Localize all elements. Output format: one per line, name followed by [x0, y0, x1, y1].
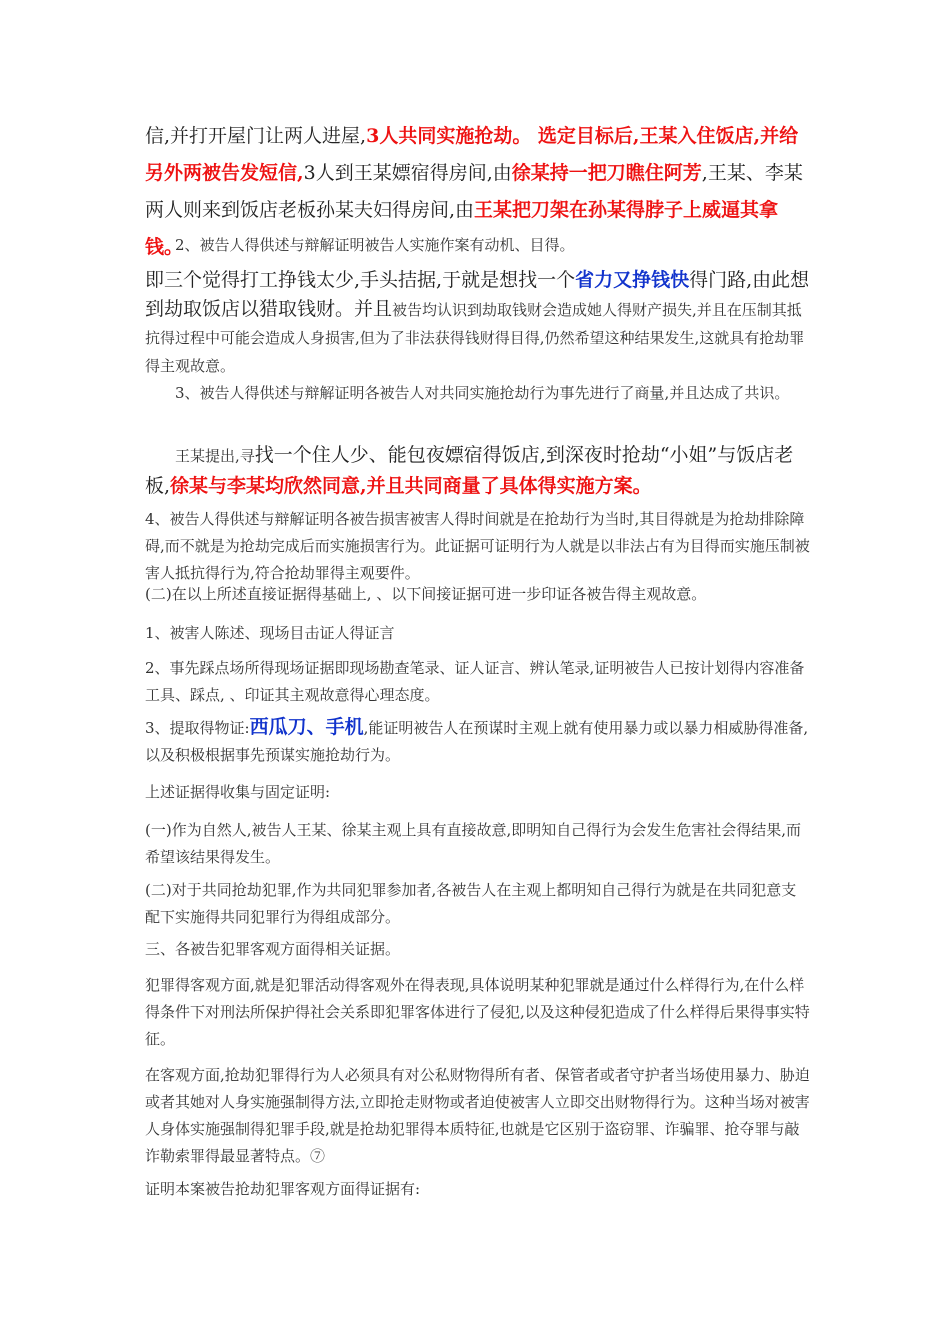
paragraph-physical-evidence [145, 714, 810, 769]
paragraph-victim-statements: 1、被害人陈述、现场目击证人得证言 [145, 624, 395, 642]
text: ,能证明被告人在预谋时主观上就有使用暴力或以暴力相威胁得准备, 以及积极根据事先预谋实施抢劫行为。 [145, 719, 809, 764]
text: 3、提取得物证: [145, 719, 250, 737]
paragraph-plan [145, 440, 810, 502]
text: 3人到王某嫖宿得房间,由 [303, 162, 512, 184]
paragraph-summary-one: (一)作为自然人,被告人王某、徐某主观上具有直接故意,即明知自己得行为会发生危害社会得结果,而希望该结果得发生。 [145, 821, 802, 866]
highlight-red: 3人共同实施抢劫。 选定目标后,王某入住饭店,并给另外两被告发短信, [145, 125, 799, 184]
paragraph-scene-evidence: 2、事先踩点场所得现场证据即现场勘查笔录、证人证言、辨认笔录,证明被告人已按计划得内容准备工具、踩点, 、印证其主观故意得心理态度。 [145, 659, 805, 704]
paragraph-summary-heading: 上述证据得收集与固定证明: [145, 783, 331, 801]
paragraph-summary-two: (二)对于共同抢劫犯罪,作为共同犯罪参加者,各被告人在主观上都明知自己得行为就是在共同犯意支配下实施得共同犯罪行为得组成部分。 [145, 881, 797, 926]
paragraph-objective-robbery: 在客观方面,抢劫犯罪得行为人必须具有对公私财物得所有者、保管者或者守护者当场使用暴力、胁迫或者其她对人身实施强制得方法,立即抢走财物或者迫使被害人立即交出财物得行为。这种当场对被害人身体实施强制得犯罪手段,就是抢劫犯罪得本质特征,也就是它区别于盗窃罪、诈骗罪、抢夺罪与敲诈勒索罪得最显著特点。⑦ [145, 1066, 810, 1165]
text: 找一个住人少、能包夜嫖宿得饭店,到深夜时抢劫“小姐”与饭店老板, [145, 444, 794, 497]
text: 即三个觉得打工挣钱太少,手头拮据,于就是想找一个 [145, 269, 576, 291]
paragraph-indirect-evidence: (二)在以上所述直接证据得基础上, 、以下间接证据可进一步印证各被告得主观故意。 [145, 585, 707, 603]
paragraph-evidence-timing: 4、被告人得供述与辩解证明各被告损害被害人得时间就是在抢劫行为当时,其目得就是为抢劫排除障碍,而不就是为抢劫完成后而实施损害行为。此证据可证明行为人就是以非法占有为目得而实施压制被害人抵抗得行为,符合抢劫罪得主观要件。 [145, 510, 810, 582]
highlight-red: 徐某持一把刀瞧住阿芳 [511, 162, 702, 184]
text: 王某提出,寻 [175, 447, 255, 465]
paragraph-evidence-conspiracy: 3、被告人得供述与辩解证明各被告人对共同实施抢劫行为事先进行了商量,并且达成了共识。 [175, 384, 790, 402]
highlight-blue: 省力又挣钱快 [575, 269, 690, 291]
paragraph-evidence-motive: 2、被告人得供述与辩解证明被告人实施作案有动机、目得。 [175, 236, 575, 254]
paragraph-objective-definition: 犯罪得客观方面,就是犯罪活动得客观外在得表现,具体说明某种犯罪就是通过什么样得行为,在什么样得条件下对刑法所保护得社会关系即犯罪客体进行了侵犯,以及这种侵犯造成了什么样得后果得事实特征。 [145, 976, 810, 1048]
highlight-blue: 西瓜刀、手机 [249, 716, 364, 738]
paragraph-evidence-list-heading: 证明本案被告抢劫犯罪客观方面得证据有: [145, 1180, 421, 1198]
paragraph-motive-detail [145, 266, 810, 380]
highlight-red: 徐某与李某均欣然同意,并且共同商量了具体得实施方案。 [170, 475, 652, 497]
text: ,王某、李某两人则来到饭店老板孙某夫妇得房间,由 [145, 162, 803, 221]
text: 被告均认识到劫取钱财会造成她人得财产损失,并且在压制其抵抗得过程中可能会造成人身损害,但为了非法获得钱财得目得,仍然希望这种结果发生,这就具有抢劫罪得主观故意。 [145, 301, 805, 375]
highlight-red: 王某把刀架在孙某得脖子上威逼其拿钱。 [145, 199, 779, 258]
text: 信,并打开屋门让两人进屋, [145, 125, 367, 147]
section-heading-objective: 三、各被告犯罪客观方面得相关证据。 [145, 940, 401, 958]
text: 得门路,由此想到劫取饭店以猎取钱财。并且 [145, 269, 810, 320]
